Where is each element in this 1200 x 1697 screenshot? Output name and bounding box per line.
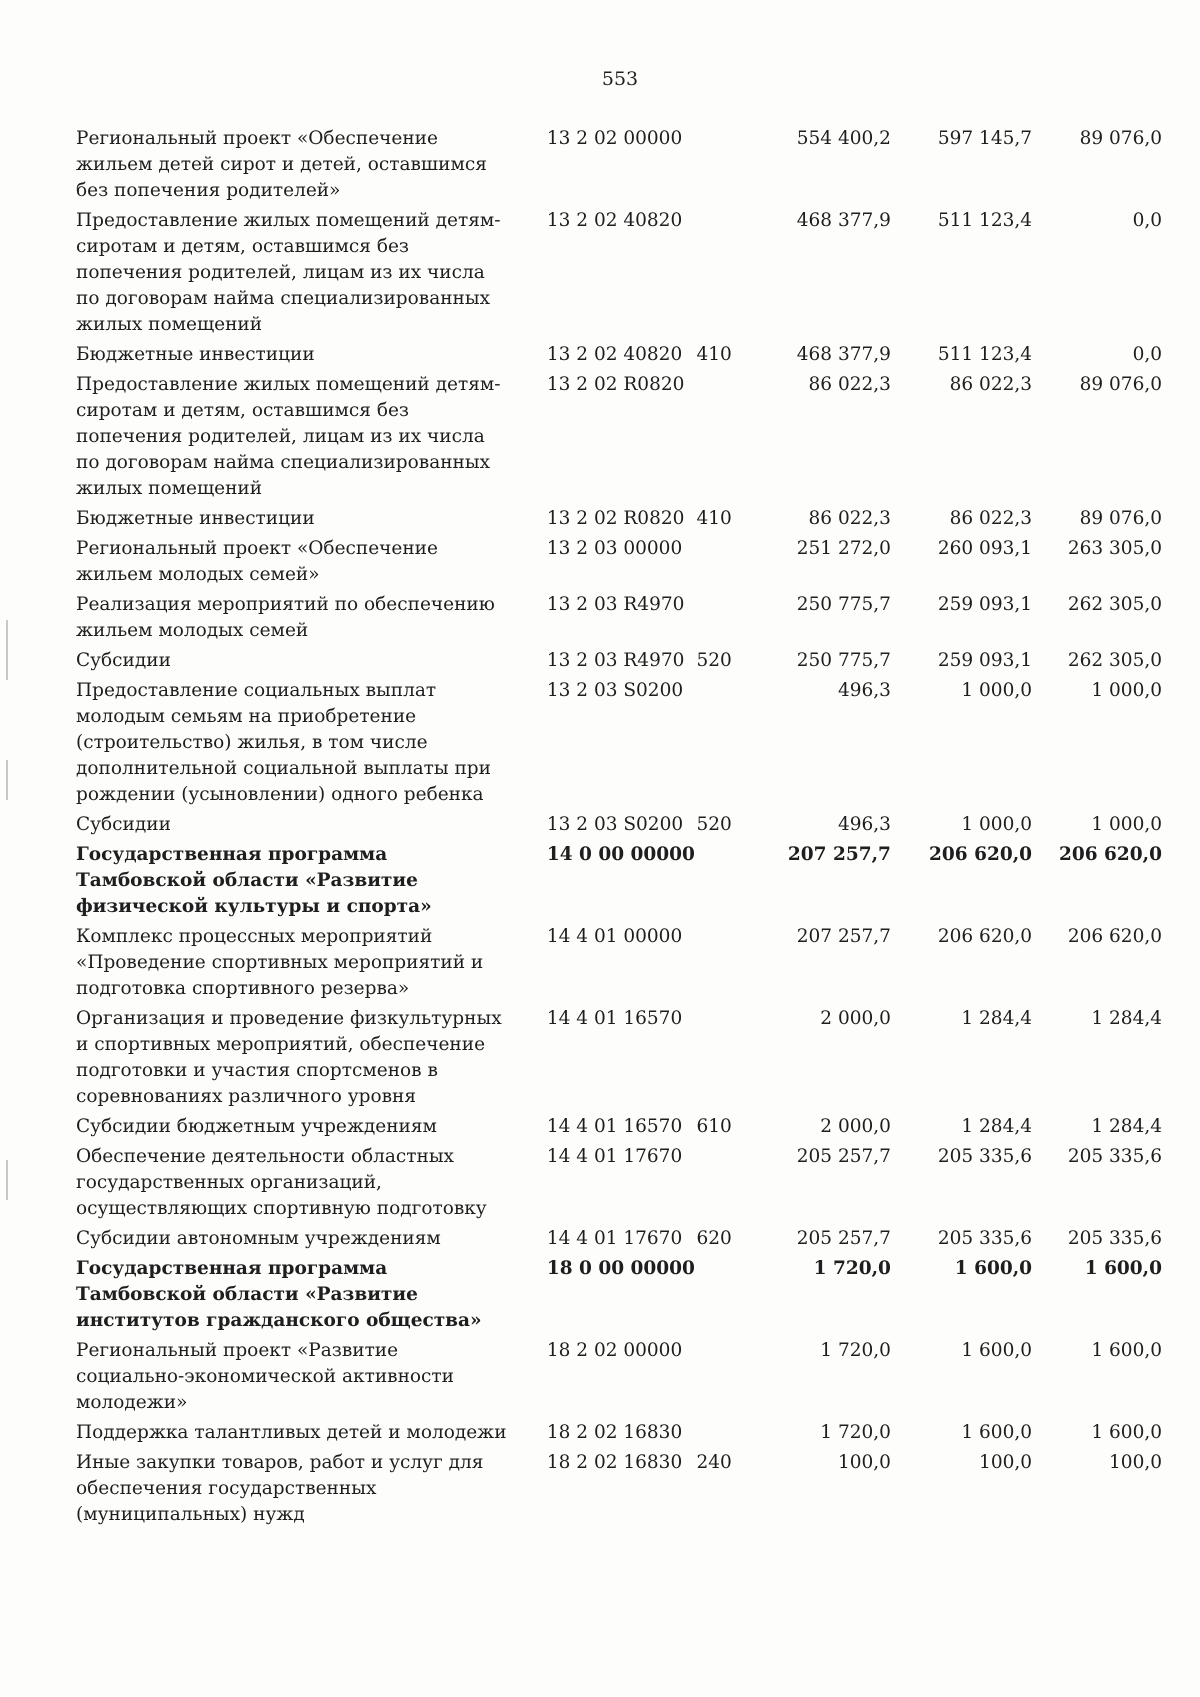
row-expense-type: 520 (696, 650, 732, 671)
row-code: 14 4 01 16570 (546, 1116, 683, 1137)
table-row (76, 1338, 1166, 1420)
row-value-year3: 1 284,4 (1091, 1116, 1162, 1137)
row-expense-type (691, 678, 756, 812)
row-value-year2: 86 022,3 (949, 374, 1033, 395)
table-row (76, 342, 1166, 372)
row-expense-type (691, 842, 756, 924)
table-row (76, 678, 1166, 812)
row-value-year3: 1 600,0 (1091, 1340, 1162, 1361)
table-row (76, 1114, 1166, 1144)
row-value-year2: 1 000,0 (961, 680, 1033, 701)
row-name: Предоставление жилых помещений детям-сиротам и детям, оставшимся без попечения родителей, лицам из их числа по договорам найма специализированных жилых помещений (76, 374, 501, 499)
row-value-year2: 1 600,0 (961, 1422, 1033, 1443)
page-number: 553 (601, 68, 639, 90)
row-code: 13 2 02 R0820 (546, 508, 685, 529)
row-code: 18 2 02 16830 (546, 1452, 683, 1473)
row-code: 14 4 01 17670 (546, 1146, 683, 1167)
row-value-year1: 207 257,7 (787, 844, 891, 865)
budget-table (76, 126, 1166, 1532)
row-value-year1: 2 000,0 (820, 1116, 891, 1137)
row-expense-type (691, 536, 756, 592)
row-expense-type (691, 208, 756, 342)
row-code: 13 2 03 R4970 (546, 650, 685, 671)
row-value-year3: 263 305,0 (1067, 538, 1162, 559)
row-value-year3: 205 335,6 (1067, 1146, 1162, 1167)
row-name: Реализация мероприятий по обеспечению жильем молодых семей (76, 594, 495, 641)
row-value-year3: 1 600,0 (1084, 1258, 1162, 1279)
row-expense-type (691, 924, 756, 1006)
row-value-year1: 468 377,9 (796, 344, 891, 365)
row-code: 13 2 02 00000 (546, 128, 683, 149)
row-value-year2: 86 022,3 (949, 508, 1033, 529)
row-name: Бюджетные инвестиции (76, 344, 315, 365)
row-value-year2: 259 093,1 (937, 650, 1033, 671)
row-expense-type: 240 (696, 1452, 732, 1473)
row-expense-type: 410 (696, 508, 732, 529)
row-value-year3: 100,0 (1109, 1452, 1162, 1473)
row-expense-type: 610 (696, 1116, 732, 1137)
table-row (76, 924, 1166, 1006)
row-code: 13 2 03 S0200 (546, 680, 684, 701)
table-row (76, 208, 1166, 342)
row-code: 13 2 03 R4970 (546, 594, 685, 615)
table-row (76, 592, 1166, 648)
row-value-year2: 259 093,1 (937, 594, 1033, 615)
row-code: 13 2 03 S0200 (546, 814, 684, 835)
table-row (76, 1226, 1166, 1256)
row-name: Государственная программа Тамбовской области «Развитие институтов гражданского общества» (76, 1258, 482, 1331)
row-expense-type (691, 1338, 756, 1420)
row-value-year3: 1 000,0 (1091, 680, 1162, 701)
row-name: Иные закупки товаров, работ и услуг для обеспечения государственных (муниципальных) нужд (76, 1452, 484, 1525)
row-value-year3: 1 000,0 (1091, 814, 1162, 835)
row-expense-type (691, 1144, 756, 1226)
row-value-year3: 206 620,0 (1067, 926, 1162, 947)
row-code: 13 2 03 00000 (546, 538, 683, 559)
row-expense-type (691, 1006, 756, 1114)
row-value-year2: 1 284,4 (961, 1008, 1033, 1029)
row-name: Субсидии автономным учреждениям (76, 1228, 441, 1249)
row-value-year2: 1 600,0 (954, 1258, 1033, 1279)
row-expense-type: 520 (696, 814, 732, 835)
row-value-year1: 100,0 (837, 1452, 891, 1473)
table-row (76, 506, 1166, 536)
row-value-year1: 468 377,9 (796, 210, 891, 231)
table-row (76, 1420, 1166, 1450)
row-name: Субсидии (76, 650, 171, 671)
row-name: Региональный проект «Развитие социально-экономической активности молодежи» (76, 1340, 454, 1413)
row-value-year1: 496,3 (837, 680, 891, 701)
row-code: 13 2 02 40820 (546, 210, 683, 231)
row-value-year2: 1 600,0 (961, 1340, 1033, 1361)
table-row (76, 536, 1166, 592)
table-row (76, 842, 1166, 924)
row-value-year2: 205 335,6 (937, 1228, 1033, 1249)
row-expense-type (691, 372, 756, 506)
row-value-year3: 0,0 (1132, 344, 1162, 365)
row-code: 18 0 00 00000 (546, 1258, 695, 1279)
table-row (76, 1450, 1166, 1532)
row-name: Организация и проведение физкультурных и спортивных мероприятий, обеспечение подготовки и участия спортсменов в соревнованиях различного уровня (76, 1008, 502, 1107)
table-row (76, 648, 1166, 678)
row-value-year1: 86 022,3 (808, 508, 891, 529)
row-value-year2: 597 145,7 (937, 128, 1033, 149)
row-name: Обеспечение деятельности областных государственных организаций, осуществляющих спортивную подготовку (76, 1146, 487, 1219)
row-value-year3: 206 620,0 (1059, 844, 1162, 865)
row-code: 14 0 00 00000 (546, 844, 695, 865)
row-value-year2: 260 093,1 (937, 538, 1033, 559)
row-value-year2: 1 284,4 (961, 1116, 1033, 1137)
row-code: 13 2 02 40820 (546, 344, 683, 365)
scan-artifact (6, 1160, 8, 1200)
table-row (76, 372, 1166, 506)
row-code: 14 4 01 17670 (546, 1228, 683, 1249)
row-value-year1: 207 257,7 (796, 926, 891, 947)
row-value-year2: 206 620,0 (937, 926, 1033, 947)
row-expense-type (691, 1256, 756, 1338)
scan-artifact (6, 760, 8, 800)
row-value-year3: 262 305,0 (1067, 650, 1162, 671)
row-name: Предоставление социальных выплат молодым семьям на приобретение (строительство) жилья, в том числе дополнительной социальной выплаты при рождении (усыновлении) одного ребенка (76, 680, 491, 805)
table-row (76, 1256, 1166, 1338)
table-body (76, 126, 1166, 1532)
row-value-year3: 205 335,6 (1067, 1228, 1162, 1249)
row-name: Региональный проект «Обеспечение жильем молодых семей» (76, 538, 438, 585)
row-value-year2: 206 620,0 (929, 844, 1033, 865)
row-value-year1: 1 720,0 (820, 1422, 891, 1443)
row-value-year1: 1 720,0 (813, 1258, 891, 1279)
table-row (76, 1144, 1166, 1226)
row-value-year2: 511 123,4 (937, 344, 1033, 365)
row-expense-type: 410 (696, 344, 732, 365)
table-row (76, 126, 1166, 208)
row-value-year3: 0,0 (1132, 210, 1162, 231)
row-name: Бюджетные инвестиции (76, 508, 315, 529)
row-expense-type (691, 592, 756, 648)
row-code: 18 2 02 16830 (546, 1422, 683, 1443)
row-expense-type (691, 126, 756, 208)
row-value-year2: 100,0 (979, 1452, 1033, 1473)
row-value-year2: 1 000,0 (961, 814, 1033, 835)
row-value-year1: 554 400,2 (796, 128, 891, 149)
row-code: 14 4 01 00000 (546, 926, 683, 947)
row-expense-type (691, 1420, 756, 1450)
row-value-year1: 205 257,7 (796, 1228, 891, 1249)
row-name: Поддержка талантливых детей и молодежи (76, 1422, 507, 1443)
row-value-year1: 250 775,7 (796, 594, 891, 615)
row-value-year2: 511 123,4 (937, 210, 1033, 231)
row-code: 13 2 02 R0820 (546, 374, 685, 395)
table-row (76, 1006, 1166, 1114)
row-value-year1: 86 022,3 (808, 374, 891, 395)
row-name: Субсидии бюджетным учреждениям (76, 1116, 437, 1137)
row-expense-type: 620 (696, 1228, 732, 1249)
row-value-year1: 251 272,0 (796, 538, 891, 559)
row-name: Региональный проект «Обеспечение жильем детей сирот и детей, оставшимся без попечения родителей» (76, 128, 487, 201)
row-name: Комплекс процессных мероприятий «Проведение спортивных мероприятий и подготовка спортивного резерва» (76, 926, 484, 999)
row-value-year3: 262 305,0 (1067, 594, 1162, 615)
row-name: Предоставление жилых помещений детям-сиротам и детям, оставшимся без попечения родителей, лицам из их числа по договорам найма специализированных жилых помещений (76, 210, 501, 335)
row-code: 18 2 02 00000 (546, 1340, 683, 1361)
row-value-year2: 205 335,6 (937, 1146, 1033, 1167)
row-value-year3: 1 600,0 (1091, 1422, 1162, 1443)
row-value-year3: 89 076,0 (1079, 508, 1162, 529)
row-value-year1: 1 720,0 (820, 1340, 891, 1361)
scan-artifact (6, 620, 8, 680)
row-value-year1: 496,3 (837, 814, 891, 835)
row-name: Субсидии (76, 814, 171, 835)
row-value-year3: 89 076,0 (1079, 128, 1162, 149)
row-value-year1: 2 000,0 (820, 1008, 891, 1029)
row-value-year1: 250 775,7 (796, 650, 891, 671)
row-value-year3: 1 284,4 (1091, 1008, 1162, 1029)
row-name: Государственная программа Тамбовской области «Развитие физической культуры и спорта» (76, 844, 432, 917)
table-row (76, 812, 1166, 842)
row-value-year1: 205 257,7 (796, 1146, 891, 1167)
row-code: 14 4 01 16570 (546, 1008, 683, 1029)
row-value-year3: 89 076,0 (1079, 374, 1162, 395)
